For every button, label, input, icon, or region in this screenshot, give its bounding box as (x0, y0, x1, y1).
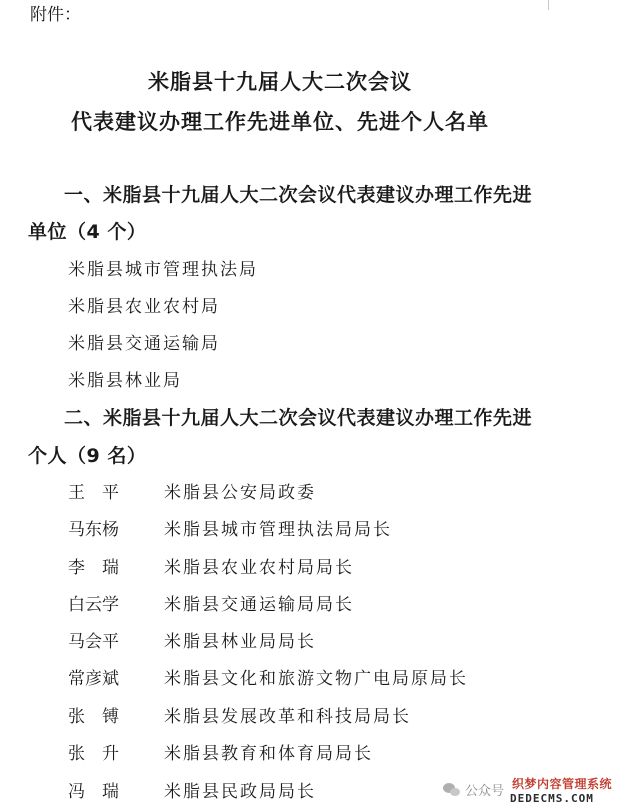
person-title: 米脂县林业局局长 (164, 632, 316, 652)
attachment-label: 附件： (30, 5, 81, 25)
unit-list-item: 米脂县农业农村局 (68, 297, 220, 317)
person-title: 米脂县民政局局长 (164, 782, 316, 802)
section-1-heading-line-2: 单位（4 个） (28, 221, 147, 243)
document-title-line-2: 代表建议办理工作先进单位、先进个人名单 (71, 110, 489, 134)
person-name: 张 镈 (68, 707, 119, 727)
person-title: 米脂县文化和旅游文物广电局原局长 (164, 669, 468, 689)
person-title: 米脂县交通运输局局长 (164, 595, 354, 615)
person-title: 米脂县公安局政委 (164, 483, 316, 503)
wechat-watermark (443, 780, 504, 799)
watermark (443, 775, 614, 805)
person-name: 王 平 (68, 483, 119, 503)
brand-watermark-domain: DEDECMS.COM (509, 792, 594, 805)
brand-watermark (510, 775, 614, 805)
document-title-line-1: 米脂县十九届人大二次会议 (148, 70, 412, 94)
section-2-heading-line-1: 二、米脂县十九届人大二次会议代表建议办理工作先进 (64, 407, 533, 429)
page-corner-mark (548, 0, 549, 10)
person-name: 马东杨 (68, 520, 119, 540)
wechat-icon (443, 783, 461, 797)
person-name: 李 瑞 (68, 558, 119, 578)
brand-watermark-title: 织梦内容管理系统 (511, 777, 612, 791)
wechat-watermark-text: 公众号 (464, 784, 504, 799)
unit-list-item: 米脂县城市管理执法局 (68, 260, 258, 280)
section-2-heading-line-2: 个人（9 名） (28, 445, 147, 467)
person-name: 张 升 (68, 744, 119, 764)
unit-list-item: 米脂县交通运输局 (68, 334, 220, 354)
person-title: 米脂县教育和体育局局长 (164, 744, 373, 764)
person-name: 白云学 (68, 595, 119, 615)
section-1-heading-line-1: 一、米脂县十九届人大二次会议代表建议办理工作先进 (64, 184, 533, 206)
person-name: 马会平 (68, 632, 119, 652)
person-name: 冯 瑞 (68, 782, 119, 802)
person-title: 米脂县城市管理执法局局长 (164, 520, 392, 540)
person-title: 米脂县农业农村局局长 (164, 558, 354, 578)
person-name: 常彦斌 (68, 669, 119, 689)
person-title: 米脂县发展改革和科技局局长 (164, 707, 411, 727)
unit-list-item: 米脂县林业局 (68, 371, 182, 391)
